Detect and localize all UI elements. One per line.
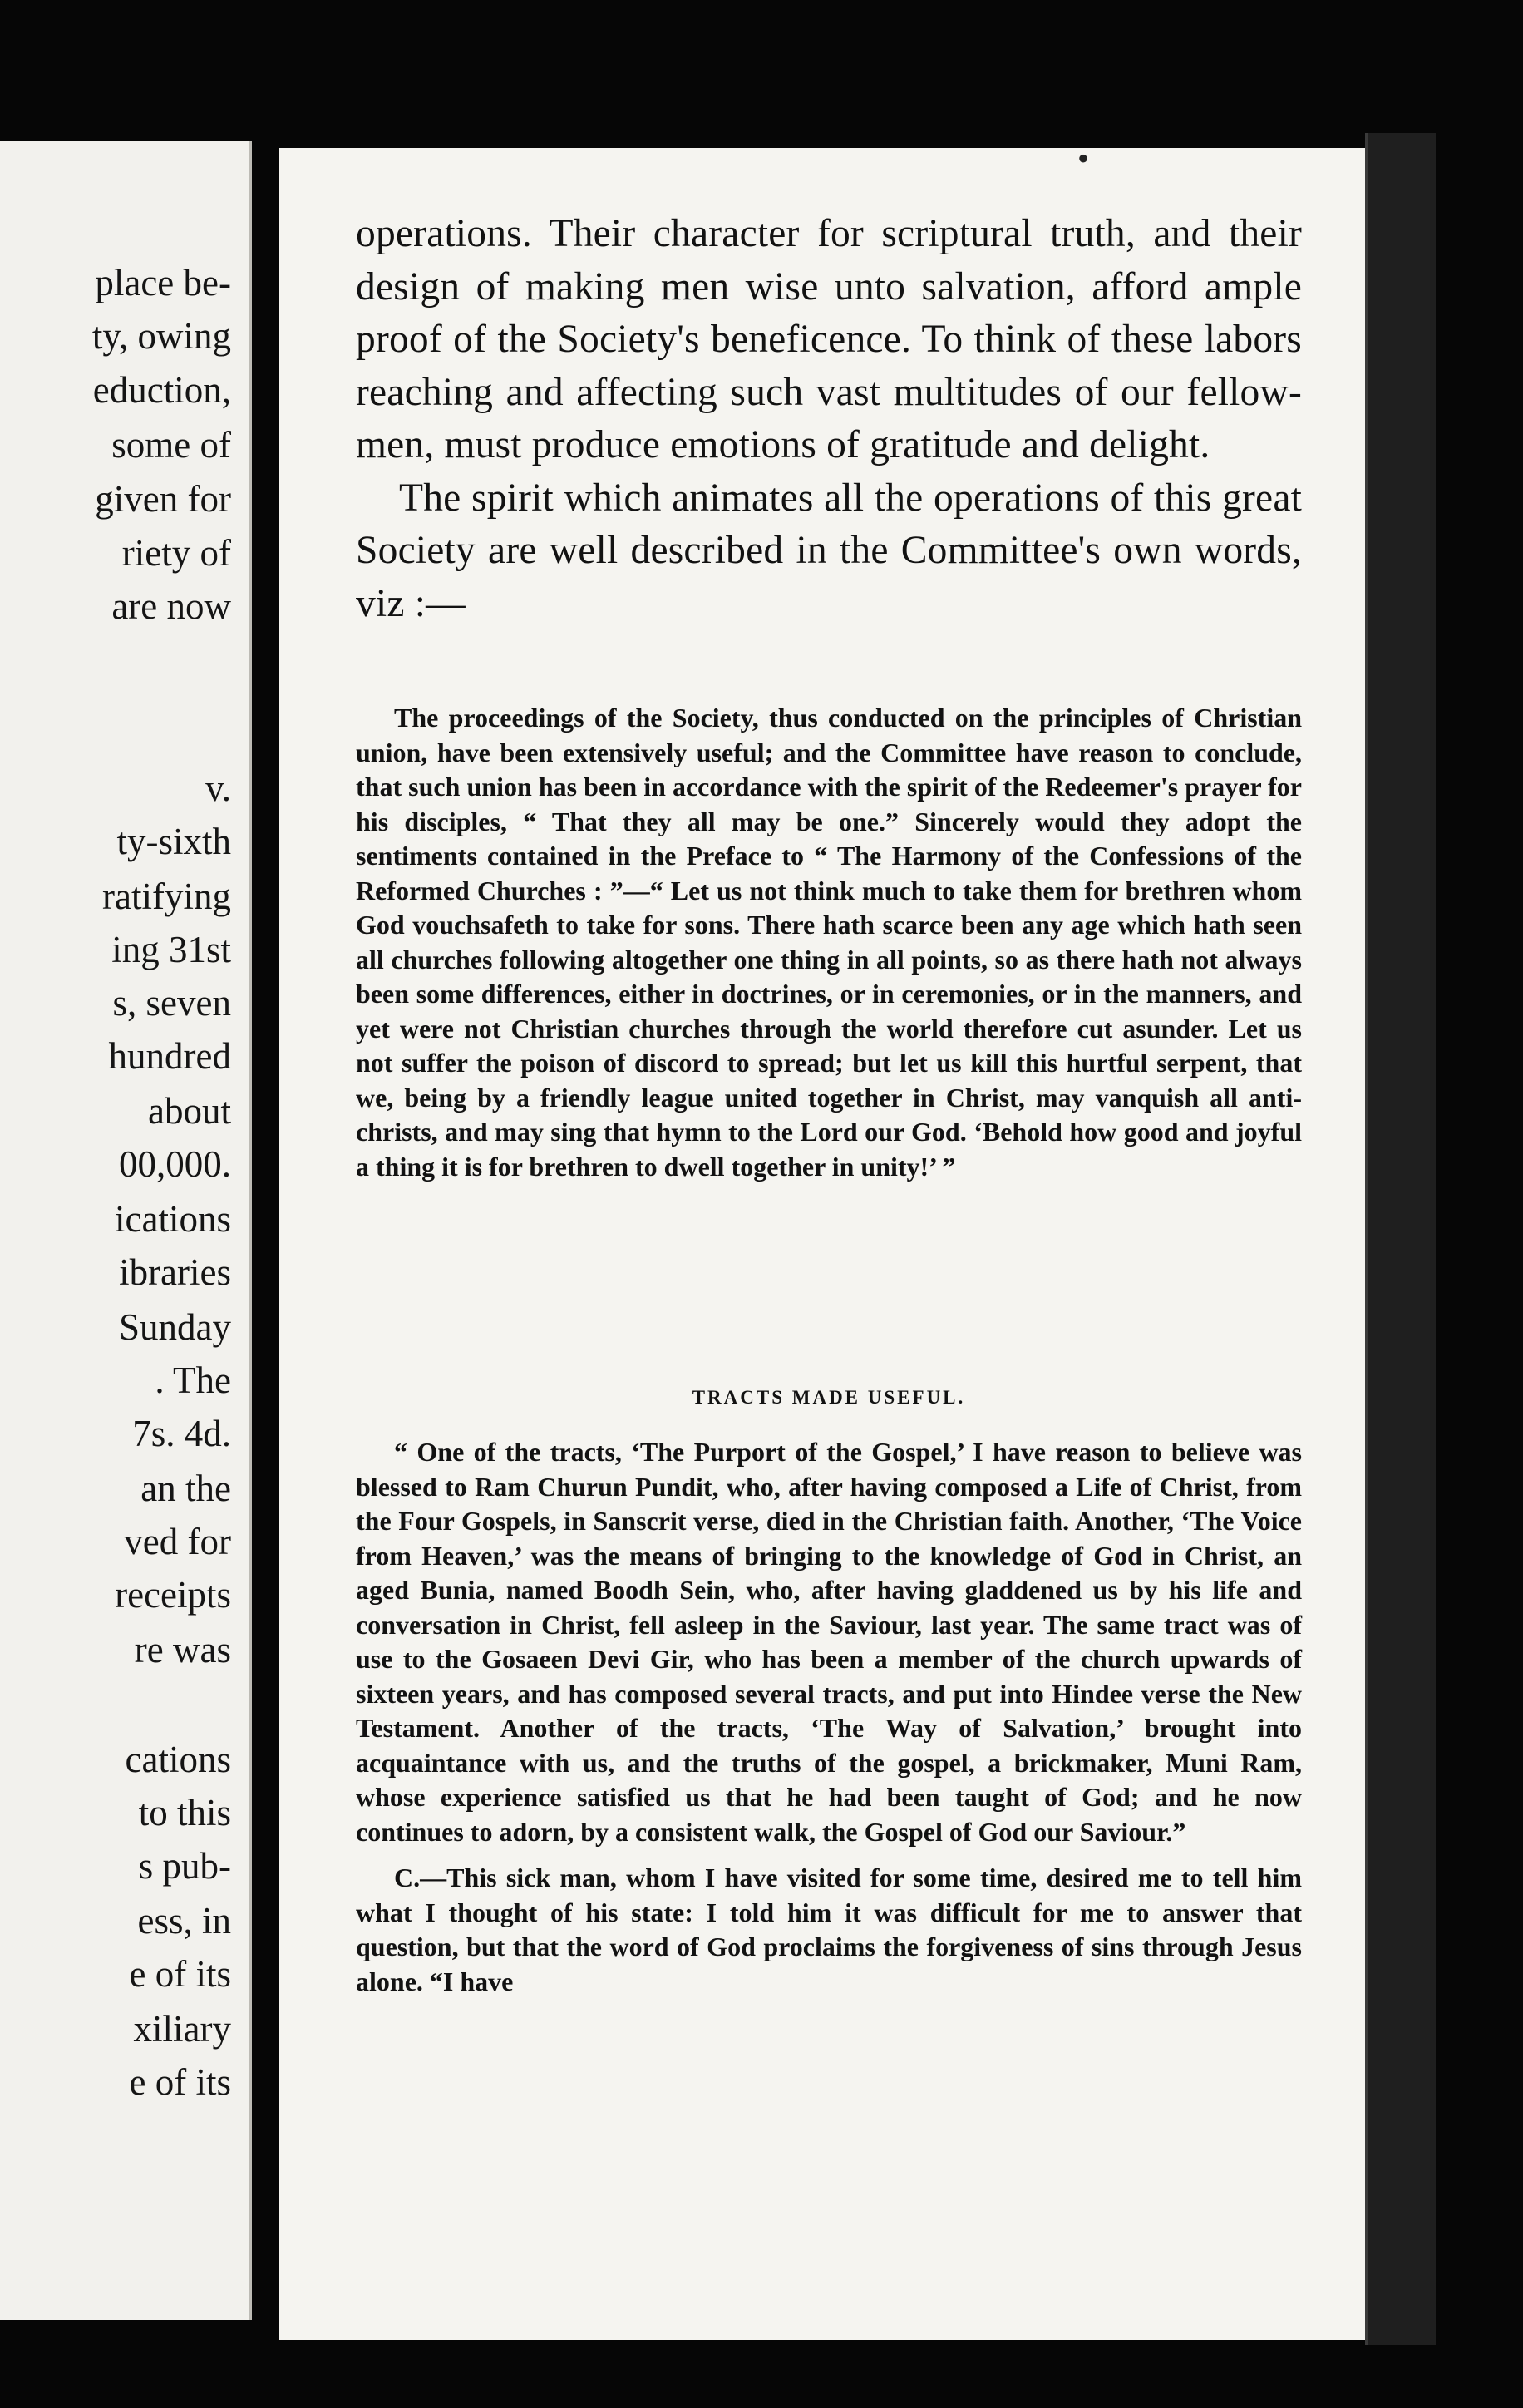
left-page-line: to this	[138, 1792, 231, 1833]
left-page-line: riety of	[121, 532, 231, 574]
left-page-line: . The	[155, 1359, 231, 1401]
left-page-line: ess, in	[137, 1900, 231, 1942]
left-page-line: some of	[111, 424, 231, 466]
section-body	[356, 1435, 1302, 2011]
book-edge	[1365, 133, 1436, 2345]
page-smudge: •	[1077, 140, 1090, 177]
left-page-line: 00,000.	[119, 1143, 231, 1185]
left-page-line: ty-sixth	[116, 821, 231, 862]
body-text	[356, 208, 1302, 630]
left-page-line: ved for	[124, 1521, 231, 1562]
left-page	[0, 141, 252, 2320]
left-page-line: eduction,	[92, 369, 231, 411]
left-page-line: place be-	[95, 262, 231, 303]
left-page-line: Sunday	[119, 1306, 231, 1348]
left-page-line: about	[148, 1090, 231, 1132]
left-page-line: ications	[115, 1198, 231, 1240]
left-page-line: given for	[95, 478, 231, 520]
left-page-line: ing 31st	[111, 929, 231, 970]
left-page-line: ty, owing	[91, 315, 231, 357]
paragraph-spirit: The spirit which animates all the operations of this great Society are well described in the Committee's own words, viz :—	[356, 476, 1302, 625]
left-page-line: xiliary	[133, 2008, 231, 2050]
left-page-line: v.	[205, 767, 231, 809]
section-heading: TRACTS MADE USEFUL.	[692, 1387, 966, 1408]
committee-quote: The proceedings of the Society, thus conducted on the principles of Christian union, have been extensively useful; and the Committee have reason to conclude, that such union has been in accordance with the spirit of the Redeemer's prayer for his disciples, “ That they all may be one.” Sincerely would they adopt the sentiments contained in the Preface to “ The Harmony of the Confessions of the Reformed Churches : ”—“ Let us not think much to take them for brethren whom God vouchsafeth to take for sons. There hath scarce been any age which hath seen all churches following altogether one thing in all points, so as there hath not always been some differences, either in doctrines, or in ceremonies, or in the manners, and yet were not Christian churches through the world therefore cut asunder. Let us not suffer the poison of discord to spread; but let us kill this hurtful serpent, that we, being by a friendly league united together in Christ, may vanquish all anti-christs, and may sing that hymn to the Lord our God. ‘Behold how good and joyful a thing it is for brethren to dwell together in unity!’ ”	[356, 703, 1302, 1182]
left-page-line: re was	[134, 1629, 231, 1670]
left-page-line: cations	[125, 1739, 231, 1780]
left-page-line: s pub-	[138, 1845, 231, 1887]
left-page-line: e of its	[129, 1953, 231, 1995]
left-page-line: ratifying	[102, 876, 231, 917]
paragraph-tracts: “ One of the tracts, ‘The Purport of the Gospel,’ I have reason to believe was blessed to Ram Churun Pundit, who, after having composed a Life of Christ, from the Four Gospels, in Sanscrit verse, died in the Christian faith. Another, ‘The Voice from Heaven,’ was the means of bringing to the knowledge of God in Christ, an aged Bunia, named Boodh Sein, who, after having gladdened us by his life and conversation in Christ, fell asleep in the Saviour, last year. The same tract was of use to the Gosaeen Devi Gir, who has been a member of the church upwards of sixteen years, and has composed several tracts, and put into Hindee verse the New Testament. Another of the tracts, ‘The Way of Salvation,’ brought into acquaintance with us, and the truths of the gospel, a brickmaker, Muni Ram, whose experience satisfied us that he had been taught of God; and he now continues to adorn, by a consistent walk, the Gospel of God our Saviour.”	[356, 1437, 1302, 1847]
right-page	[279, 140, 1365, 2340]
left-page-line: receipts	[115, 1574, 231, 1616]
paragraph-sick-man: C.—This sick man, whom I have visited for some time, desired me to tell him what I thought of his state: I told him it was difficult for me to answer that question, but that the word of God proclaims the forgiveness of sins through Jesus alone. “I have	[356, 1863, 1302, 1996]
left-page-line: 7s. 4d.	[132, 1413, 231, 1454]
left-page-line: are now	[111, 585, 231, 627]
left-page-line: hundred	[108, 1035, 231, 1077]
left-page-line: e of its	[129, 2061, 231, 2103]
paragraph-operations: operations. Their character for scriptural truth, and their design of making men wise unto salvation, afford ample proof of the Society's beneficence. To think of these labors reaching and affecting such vast multitudes of our fellow-men, must produce emotions of gratitude and delight.	[356, 212, 1302, 466]
left-page-line: s, seven	[112, 982, 231, 1024]
left-page-line: ibraries	[119, 1251, 231, 1293]
left-page-line: an the	[140, 1468, 231, 1509]
